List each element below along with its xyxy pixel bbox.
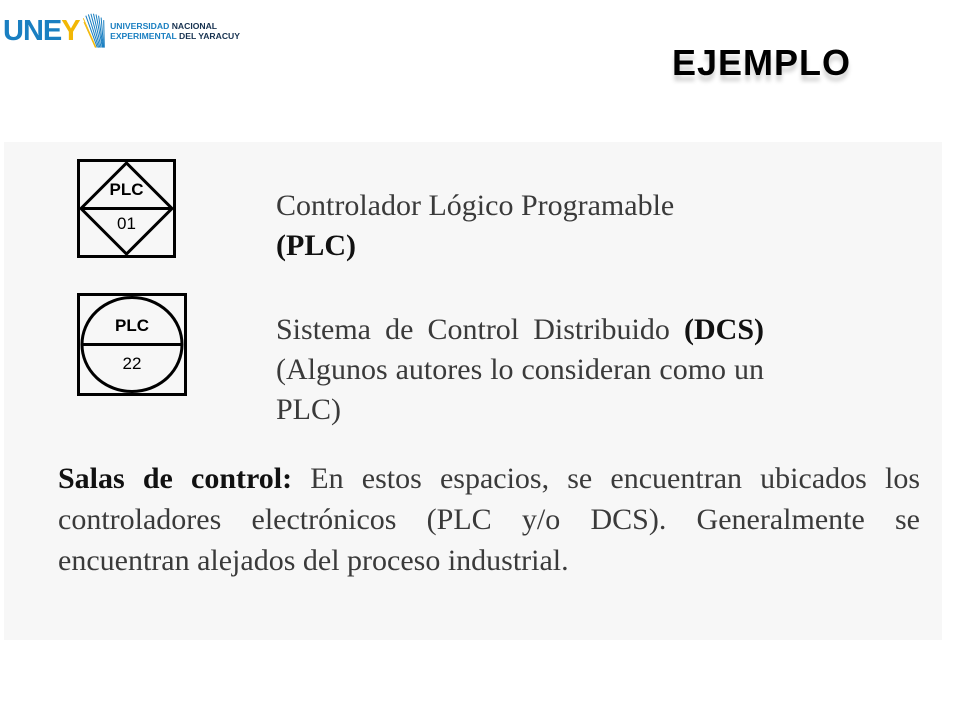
dcs-symbol [77,293,187,396]
control-rooms-paragraph [58,458,920,581]
diamond-shape-icon [80,162,173,255]
circle-shape-icon [80,296,184,393]
plc-description: Controlador Lógico Programable (PLC) [276,189,675,262]
paragraph-heading: Salas de control: [58,462,293,495]
logo-wordmark: UNEY [3,14,80,47]
slide-title: EJEMPLO [672,42,852,83]
logo-fan-icon [82,1,108,61]
plc-symbol-number: 01 [117,214,136,233]
content-panel [4,142,942,640]
dcs-description: Sistema de Control Distribuido (DCS) (Algunos autores lo consideran como un PLC) [276,313,765,426]
plc-symbol [77,159,176,258]
logo-university-name: UNIVERSIDAD NACIONAL EXPERIMENTAL DEL YARACUY [110,21,240,41]
dcs-symbol-label: PLC [115,316,149,335]
paragraph-text: En estos espacios, se encuentran ubicados los controladores electrónicos (PLC y/o DCS). Generalmente se encuentran alejados del proceso industrial. [58,462,920,577]
dcs-symbol-number: 22 [122,354,142,373]
plc-symbol-label: PLC [109,180,144,199]
uney-logo [0,0,240,62]
